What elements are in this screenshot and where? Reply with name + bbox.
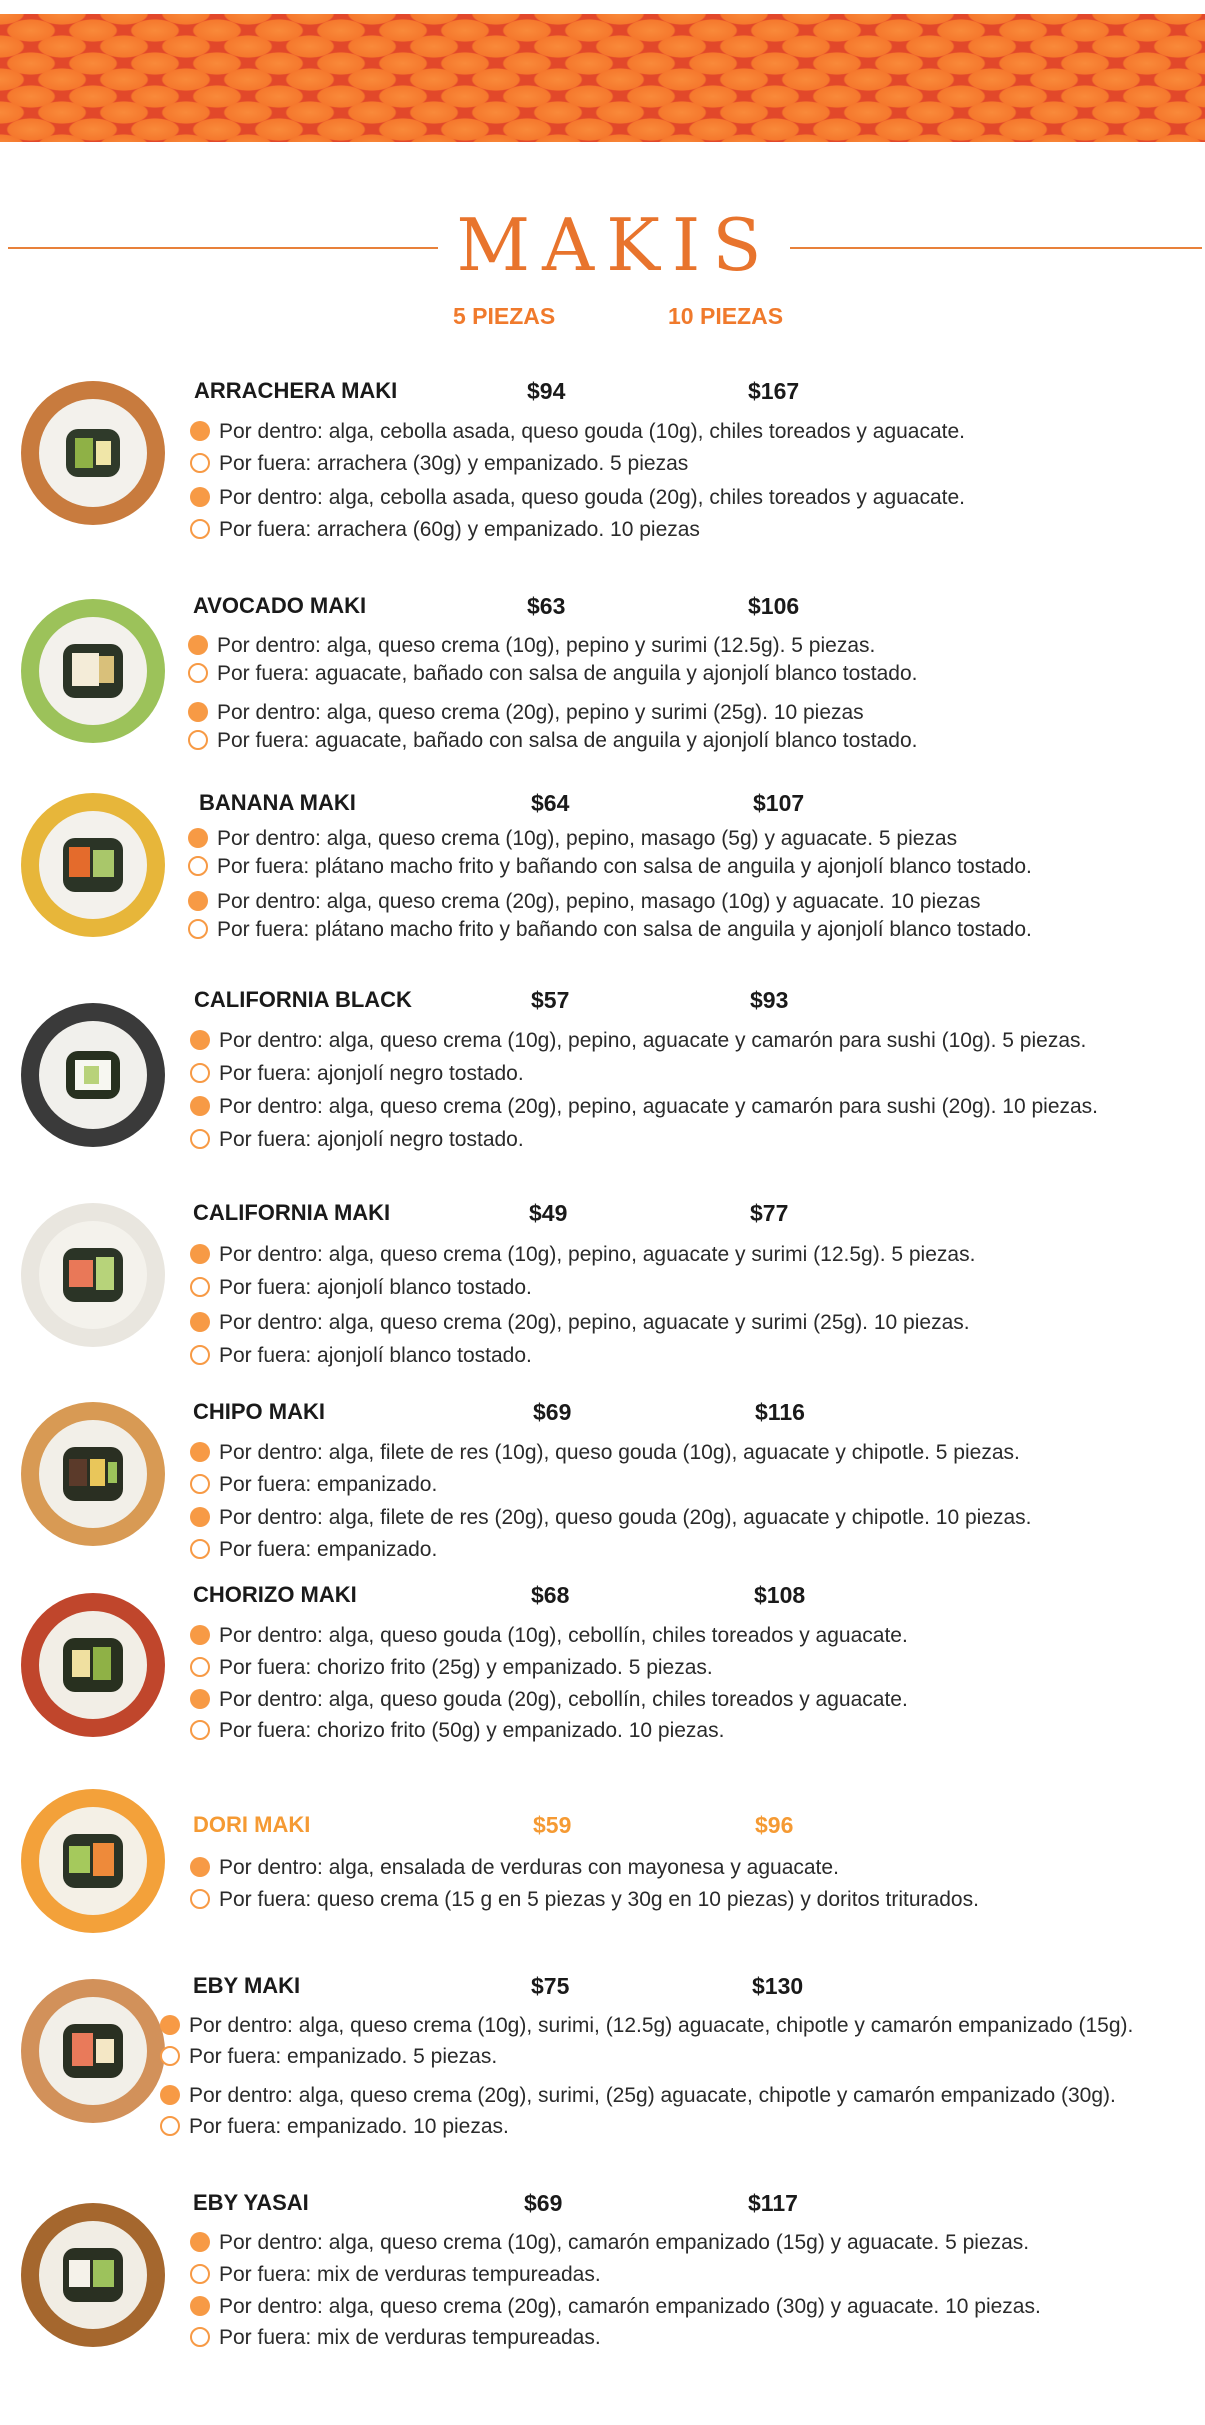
sushi-roll-image — [18, 1590, 168, 1740]
ingredient-line: Por dentro: alga, ensalada de verduras con mayonesa y aguacate. — [190, 1855, 839, 1881]
price-10-pieces: $117 — [748, 2190, 798, 2216]
filled-bullet-icon — [190, 1244, 210, 1264]
ingredient-line: Por fuera: arrachera (30g) y empanizado. 5 piezas — [190, 451, 688, 477]
price-10-pieces: $106 — [748, 593, 800, 619]
ingredient-line: Por dentro: alga, queso crema (10g), pepino, masago (5g) y aguacate. 5 piezas — [188, 826, 957, 852]
price-10-pieces: $77 — [750, 1200, 789, 1226]
price-10-pieces: $108 — [754, 1582, 806, 1608]
ingredient-line: Por fuera: chorizo frito (50g) y empanizado. 10 piezas. — [190, 1718, 724, 1744]
ingredient-line: Por fuera: empanizado. 5 piezas. — [160, 2044, 497, 2070]
ingredient-line: Por fuera: arrachera (60g) y empanizado. 10 piezas — [190, 517, 700, 543]
sushi-roll-image — [18, 790, 168, 940]
open-bullet-icon — [188, 919, 208, 939]
open-bullet-icon — [190, 2327, 210, 2347]
sushi-roll-image — [18, 1976, 168, 2126]
ingredient-line: Por dentro: alga, queso crema (10g), pepino y surimi (12.5g). 5 piezas. — [188, 633, 875, 659]
open-bullet-icon — [188, 856, 208, 876]
filled-bullet-icon — [190, 1507, 210, 1527]
sushi-roll-image — [18, 1000, 168, 1150]
ingredient-line: Por dentro: alga, queso crema (10g), pepino, aguacate y surimi (12.5g). 5 piezas. — [190, 1242, 975, 1268]
open-bullet-icon — [190, 1889, 210, 1909]
item-name: DORI MAKI — [193, 1812, 311, 1837]
ingredient-line: Por dentro: alga, filete de res (10g), queso gouda (10g), aguacate y chipotle. 5 piezas. — [190, 1440, 1020, 1466]
price-10-pieces: $96 — [755, 1812, 794, 1838]
ingredient-line: Por fuera: chorizo frito (25g) y empanizado. 5 piezas. — [190, 1655, 713, 1681]
price-10-pieces: $167 — [748, 378, 800, 404]
item-name: ARRACHERA MAKI — [194, 378, 398, 403]
item-name: CALIFORNIA MAKI — [193, 1200, 391, 1225]
ingredient-line: Por fuera: mix de verduras tempureadas. — [190, 2262, 601, 2288]
open-bullet-icon — [190, 453, 210, 473]
open-bullet-icon — [160, 2116, 180, 2136]
filled-bullet-icon — [190, 1689, 210, 1709]
open-bullet-icon — [190, 1063, 210, 1083]
price-5-pieces: $59 — [533, 1812, 572, 1838]
title-divider-right — [790, 247, 1202, 249]
decorative-banner — [0, 14, 1205, 142]
ingredient-line: Por fuera: mix de verduras tempureadas. — [190, 2325, 601, 2351]
price-5-pieces: $94 — [527, 378, 566, 404]
item-name: AVOCADO MAKI — [193, 593, 367, 618]
ingredient-line: Por fuera: ajonjolí blanco tostado. — [190, 1343, 532, 1369]
sushi-roll-image — [18, 378, 168, 528]
price-5-pieces: $63 — [527, 593, 566, 619]
ingredient-line: Por dentro: alga, queso crema (20g), surimi, (25g) aguacate, chipotle y camarón empanizado (30g). — [160, 2083, 1116, 2109]
filled-bullet-icon — [190, 1442, 210, 1462]
ingredient-line: Por fuera: ajonjolí negro tostado. — [190, 1061, 524, 1087]
ingredient-line: Por fuera: ajonjolí negro tostado. — [190, 1127, 524, 1153]
filled-bullet-icon — [190, 2232, 210, 2252]
ingredient-line: Por fuera: plátano macho frito y bañando con salsa de anguila y ajonjolí blanco tostado. — [188, 854, 1032, 880]
ingredient-line: Por fuera: queso crema (15 g en 5 piezas y 30g en 10 piezas) y doritos triturados. — [190, 1887, 979, 1913]
ingredient-line: Por fuera: aguacate, bañado con salsa de anguila y ajonjolí blanco tostado. — [188, 728, 918, 754]
price-5-pieces: $64 — [531, 790, 570, 816]
ingredient-line: Por dentro: alga, queso crema (10g), surimi, (12.5g) aguacate, chipotle y camarón empanizado (15g). — [160, 2013, 1133, 2039]
column-header-10-pieces: 10 PIEZAS — [668, 303, 784, 329]
open-bullet-icon — [188, 663, 208, 683]
filled-bullet-icon — [190, 421, 210, 441]
open-bullet-icon — [190, 1720, 210, 1740]
price-5-pieces: $49 — [529, 1200, 568, 1226]
filled-bullet-icon — [188, 635, 208, 655]
item-name: CALIFORNIA BLACK — [194, 987, 412, 1012]
price-10-pieces: $130 — [752, 1973, 804, 1999]
filled-bullet-icon — [190, 487, 210, 507]
ingredient-line: Por dentro: alga, queso crema (20g), pepino y surimi (25g). 10 piezas — [188, 700, 864, 726]
sushi-roll-image — [18, 2200, 168, 2350]
price-10-pieces: $93 — [750, 987, 789, 1013]
filled-bullet-icon — [190, 1857, 210, 1877]
filled-bullet-icon — [160, 2085, 180, 2105]
ingredient-line: Por dentro: alga, cebolla asada, queso gouda (10g), chiles toreados y aguacate. — [190, 419, 965, 445]
filled-bullet-icon — [190, 1312, 210, 1332]
open-bullet-icon — [190, 1657, 210, 1677]
item-name: BANANA MAKI — [199, 790, 356, 815]
filled-bullet-icon — [190, 1030, 210, 1050]
ingredient-line: Por dentro: alga, queso gouda (10g), cebollín, chiles toreados y aguacate. — [190, 1623, 908, 1649]
sushi-roll-image — [18, 1786, 168, 1936]
open-bullet-icon — [190, 1277, 210, 1297]
sushi-roll-image — [18, 596, 168, 746]
ingredient-line: Por fuera: empanizado. — [190, 1537, 437, 1563]
price-5-pieces: $75 — [531, 1973, 570, 1999]
open-bullet-icon — [190, 519, 210, 539]
ingredient-line: Por dentro: alga, queso crema (20g), pepino, aguacate y surimi (25g). 10 piezas. — [190, 1310, 970, 1336]
sushi-roll-image — [18, 1200, 168, 1350]
filled-bullet-icon — [160, 2015, 180, 2035]
open-bullet-icon — [190, 2264, 210, 2284]
price-10-pieces: $116 — [755, 1399, 805, 1425]
filled-bullet-icon — [190, 1096, 210, 1116]
open-bullet-icon — [160, 2046, 180, 2066]
open-bullet-icon — [188, 730, 208, 750]
open-bullet-icon — [190, 1345, 210, 1365]
open-bullet-icon — [190, 1474, 210, 1494]
filled-bullet-icon — [188, 891, 208, 911]
item-name: EBY YASAI — [193, 2190, 309, 2215]
filled-bullet-icon — [190, 2296, 210, 2316]
price-5-pieces: $57 — [531, 987, 570, 1013]
ingredient-line: Por dentro: alga, queso crema (20g), camarón empanizado (30g) y aguacate. 10 piezas. — [190, 2294, 1041, 2320]
ingredient-line: Por fuera: plátano macho frito y bañando con salsa de anguila y ajonjolí blanco tostado. — [188, 917, 1032, 943]
ingredient-line: Por dentro: alga, filete de res (20g), queso gouda (20g), aguacate y chipotle. 10 piezas. — [190, 1505, 1032, 1531]
open-bullet-icon — [190, 1129, 210, 1149]
filled-bullet-icon — [188, 828, 208, 848]
ingredient-line: Por fuera: empanizado. 10 piezas. — [160, 2114, 509, 2140]
ingredient-line: Por dentro: alga, queso crema (20g), pepino, aguacate y camarón para sushi (20g). 10 piezas. — [190, 1094, 1098, 1120]
price-5-pieces: $68 — [531, 1582, 570, 1608]
price-5-pieces: $69 — [533, 1399, 572, 1425]
ingredient-line: Por dentro: alga, queso gouda (20g), cebollín, chiles toreados y aguacate. — [190, 1687, 908, 1713]
ingredient-line: Por fuera: empanizado. — [190, 1472, 437, 1498]
title-divider-left — [8, 247, 438, 249]
column-header-5-pieces: 5 PIEZAS — [453, 303, 556, 329]
filled-bullet-icon — [188, 702, 208, 722]
item-name: CHIPO MAKI — [193, 1399, 325, 1424]
ingredient-line: Por fuera: aguacate, bañado con salsa de anguila y ajonjolí blanco tostado. — [188, 661, 918, 687]
price-5-pieces: $69 — [524, 2190, 563, 2216]
ingredient-line: Por dentro: alga, queso crema (10g), camarón empanizado (15g) y aguacate. 5 piezas. — [190, 2230, 1029, 2256]
price-10-pieces: $107 — [753, 790, 805, 816]
page-title: MAKIS — [456, 203, 774, 287]
sushi-roll-image — [18, 1399, 168, 1549]
ingredient-line: Por dentro: alga, queso crema (20g), pepino, masago (10g) y aguacate. 10 piezas — [188, 889, 980, 915]
filled-bullet-icon — [190, 1625, 210, 1645]
item-name: EBY MAKI — [193, 1973, 301, 1998]
ingredient-line: Por dentro: alga, queso crema (10g), pepino, aguacate y camarón para sushi (10g). 5 piezas. — [190, 1028, 1086, 1054]
ingredient-line: Por fuera: ajonjolí blanco tostado. — [190, 1275, 532, 1301]
item-name: CHORIZO MAKI — [193, 1582, 357, 1607]
open-bullet-icon — [190, 1539, 210, 1559]
ingredient-line: Por dentro: alga, cebolla asada, queso gouda (20g), chiles toreados y aguacate. — [190, 485, 965, 511]
